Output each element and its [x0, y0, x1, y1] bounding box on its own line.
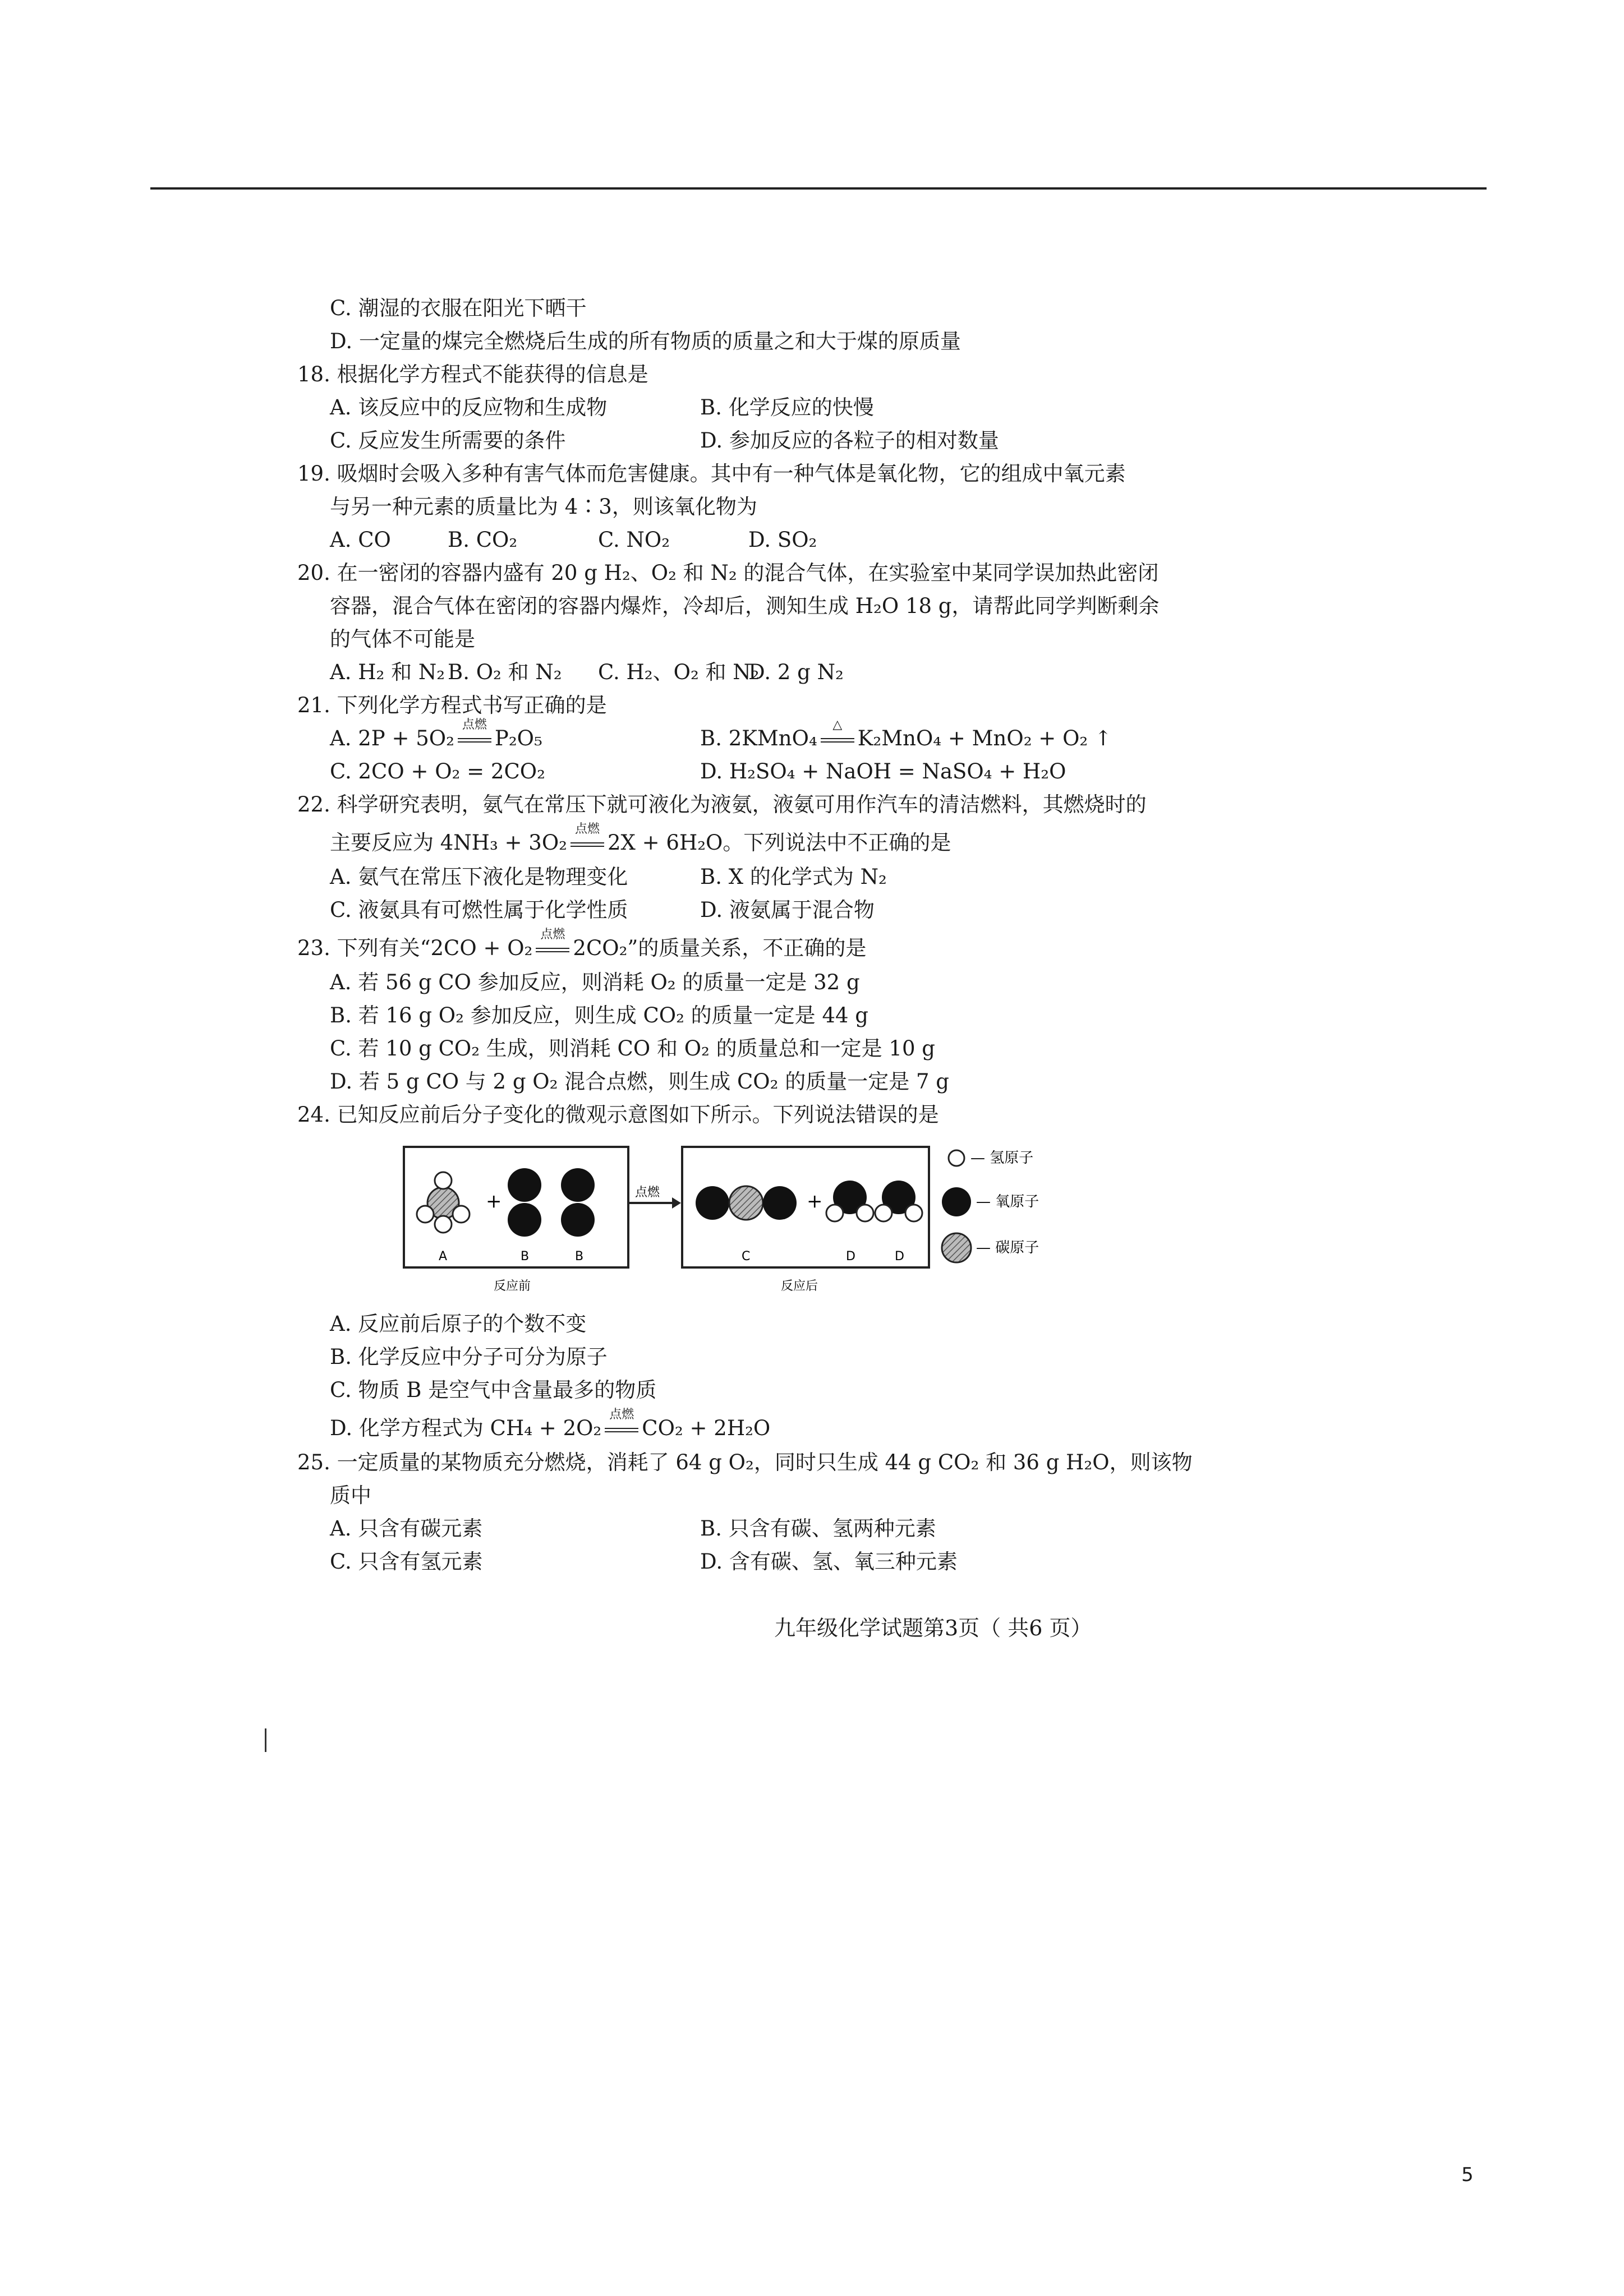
q21-option-d: D. H₂SO₄ + NaOH = NaSO₄ + H₂O [700, 759, 1066, 783]
q17-option-d: D. 一定量的煤完全燃烧后生成的所有物质的质量之和大于煤的原质量 [330, 329, 961, 353]
q24-option-d: D. 化学方程式为 CH₄ + 2O₂ 点燃 CO₂ + 2H₂O [297, 1407, 1217, 1446]
q21-option-c: C. 2CO + O₂ = 2CO₂ [330, 759, 545, 783]
svg-text:+: + [486, 1190, 502, 1212]
q19-options [297, 523, 1217, 556]
q25-options-cd [297, 1545, 1217, 1578]
molecule-diagram-svg [297, 1136, 1083, 1304]
q18-options-ab [297, 391, 1217, 424]
q19-option-d: D. SO₂ [748, 528, 817, 552]
molecule-d2-water [875, 1181, 922, 1221]
molecule-b1-oxygen [508, 1168, 541, 1237]
q20-option-a: A. H₂ 和 N₂ [330, 660, 445, 684]
q18-option-b: B. 化学反应的快慢 [700, 395, 874, 419]
q18-options-cd [297, 424, 1217, 457]
legend-oxygen-icon [942, 1187, 971, 1216]
label-b1: B [521, 1250, 530, 1264]
q23-option-b: B. 若 16 g O₂ 参加反应，则生成 CO₂ 的质量一定是 44 g [330, 1003, 868, 1027]
q24-option-a: A. 反应前后原子的个数不变 [330, 1312, 587, 1336]
condition-equals-sign: △ [817, 722, 858, 755]
q19-stem-1: 19. 吸烟时会吸入多种有害气体而危害健康。其中有一种气体是氧化物，它的组成中氧元素 [297, 462, 1126, 486]
q24-option-c: C. 物质 B 是空气中含量最多的物质 [330, 1378, 657, 1402]
q22-options-ab [297, 860, 1217, 893]
q22-stem-1: 22. 科学研究表明，氨气在常压下就可液化为液氨，液氨可用作汽车的清洁燃料，其燃烧时的 [297, 792, 1147, 817]
molecule-a-methane [417, 1172, 470, 1233]
q22-stem-2: 主要反应为 4NH₃ + 3O₂ 点燃 2X + 6H₂O。下列说法中不正确的是 [297, 821, 1217, 860]
q22-option-d: D. 液氨属于混合物 [700, 898, 875, 922]
molecule-diagram [297, 1136, 1217, 1304]
label-b2: B [575, 1250, 584, 1264]
exam-content [297, 292, 1217, 1578]
q19-option-c: C. NO₂ [598, 528, 670, 552]
label-a: A [439, 1250, 448, 1264]
molecule-c-co2 [696, 1186, 797, 1220]
page-footer: 九年级化学试题第3页（ 共6 页） [774, 1616, 1092, 1640]
legend-oxygen: — 氧原子 [976, 1193, 1039, 1210]
condition-equals-sign: 点燃 [532, 926, 573, 970]
q19-option-b: B. CO₂ [448, 528, 518, 552]
q22-option-c: C. 液氨具有可燃性属于化学性质 [330, 898, 628, 922]
q18-option-d: D. 参加反应的各粒子的相对数量 [700, 428, 999, 453]
q22-options-cd [297, 893, 1217, 926]
q23-option-d: D. 若 5 g CO 与 2 g O₂ 混合点燃，则生成 CO₂ 的质量一定是 7 g [330, 1069, 949, 1094]
q20-stem-1: 20. 在一密闭的容器内盛有 20 g H₂、O₂ 和 N₂ 的混合气体，在实验室中某同学误加热此密闭 [297, 561, 1159, 585]
legend-carbon-icon [942, 1233, 971, 1262]
q21-option-a: A. 2P + 5O₂ 点燃 P₂O₅ [330, 722, 700, 755]
q20-option-d: D. 2 g N₂ [748, 660, 844, 684]
q21-options-cd [297, 755, 1217, 788]
q21-option-b: B. 2KMnO₄ △ K₂MnO₄ + MnO₂ + O₂ ↑ [700, 722, 1112, 755]
condition-equals-sign: 点燃 [601, 1407, 642, 1450]
q22-option-b: B. X 的化学式为 N₂ [700, 865, 887, 889]
q20-options [297, 656, 1217, 689]
q25-options-ab [297, 1512, 1217, 1545]
q25-option-a: A. 只含有碳元素 [330, 1516, 483, 1541]
molecule-b2-oxygen [561, 1168, 595, 1237]
q18-option-a: A. 该反应中的反应物和生成物 [330, 395, 608, 419]
q19-stem-2: 与另一种元素的质量比为 4∶3，则该氧化物为 [330, 495, 757, 519]
svg-text:+: + [807, 1190, 823, 1212]
q20-stem-3: 的气体不可能是 [330, 627, 475, 651]
q17-option-c: C. 潮湿的衣服在阳光下晒干 [330, 296, 587, 320]
before-caption: 反应前 [494, 1279, 531, 1293]
q25-stem-2: 质中 [330, 1483, 371, 1507]
q24-stem: 24. 已知反应前后分子变化的微观示意图如下所示。下列说法错误的是 [297, 1103, 939, 1127]
label-d2: D [895, 1250, 904, 1264]
after-caption: 反应后 [781, 1279, 818, 1293]
label-c: C [742, 1250, 751, 1264]
q22-option-a: A. 氨气在常压下液化是物理变化 [330, 865, 628, 889]
q25-option-d: D. 含有碳、氢、氧三种元素 [700, 1550, 958, 1574]
q23-option-a: A. 若 56 g CO 参加反应，则消耗 O₂ 的质量一定是 32 g [330, 970, 860, 994]
margin-mark [265, 1728, 266, 1752]
q20-stem-2: 容器，混合气体在密闭的容器内爆炸，冷却后，测知生成 H₂O 18 g，请帮此同学判断剩余 [330, 594, 1160, 618]
q19-option-a: A. CO [330, 528, 391, 552]
label-d1: D [846, 1250, 855, 1264]
q25-option-c: C. 只含有氢元素 [330, 1550, 483, 1574]
condition-equals-sign: 点燃 [567, 821, 608, 865]
legend [942, 1150, 1039, 1262]
q23-stem: 23. 下列有关“2CO + O₂ 点燃 2CO₂”的质量关系，不正确的是 [297, 926, 1217, 966]
page-number: 5 [1461, 2164, 1474, 2186]
q20-option-c: C. H₂、O₂ 和 N₂ [598, 660, 760, 684]
q25-option-b: B. 只含有碳、氢两种元素 [700, 1516, 936, 1541]
header-rule [150, 187, 1487, 190]
condition-equals-sign: 点燃 [454, 722, 495, 755]
q25-stem-1: 25. 一定质量的某物质充分燃烧，消耗了 64 g O₂，同时只生成 44 g CO₂ 和 36 g H₂O，则该物 [297, 1450, 1193, 1474]
molecule-d1-water [826, 1181, 873, 1221]
legend-carbon: — 碳原子 [976, 1239, 1039, 1256]
legend-hydrogen-icon [949, 1150, 964, 1166]
q21-stem: 21. 下列化学方程式书写正确的是 [297, 693, 607, 717]
q21-options-ab [297, 718, 1217, 755]
q18-stem: 18. 根据化学方程式不能获得的信息是 [297, 362, 648, 386]
q20-option-b: B. O₂ 和 N₂ [448, 660, 562, 684]
legend-hydrogen: — 氢原子 [970, 1150, 1034, 1167]
q18-option-c: C. 反应发生所需要的条件 [330, 428, 566, 453]
q23-option-c: C. 若 10 g CO₂ 生成，则消耗 CO 和 O₂ 的质量总和一定是 10 g [330, 1036, 935, 1061]
q24-option-b: B. 化学反应中分子可分为原子 [330, 1345, 608, 1369]
arrow-label: 点燃 [635, 1186, 660, 1200]
